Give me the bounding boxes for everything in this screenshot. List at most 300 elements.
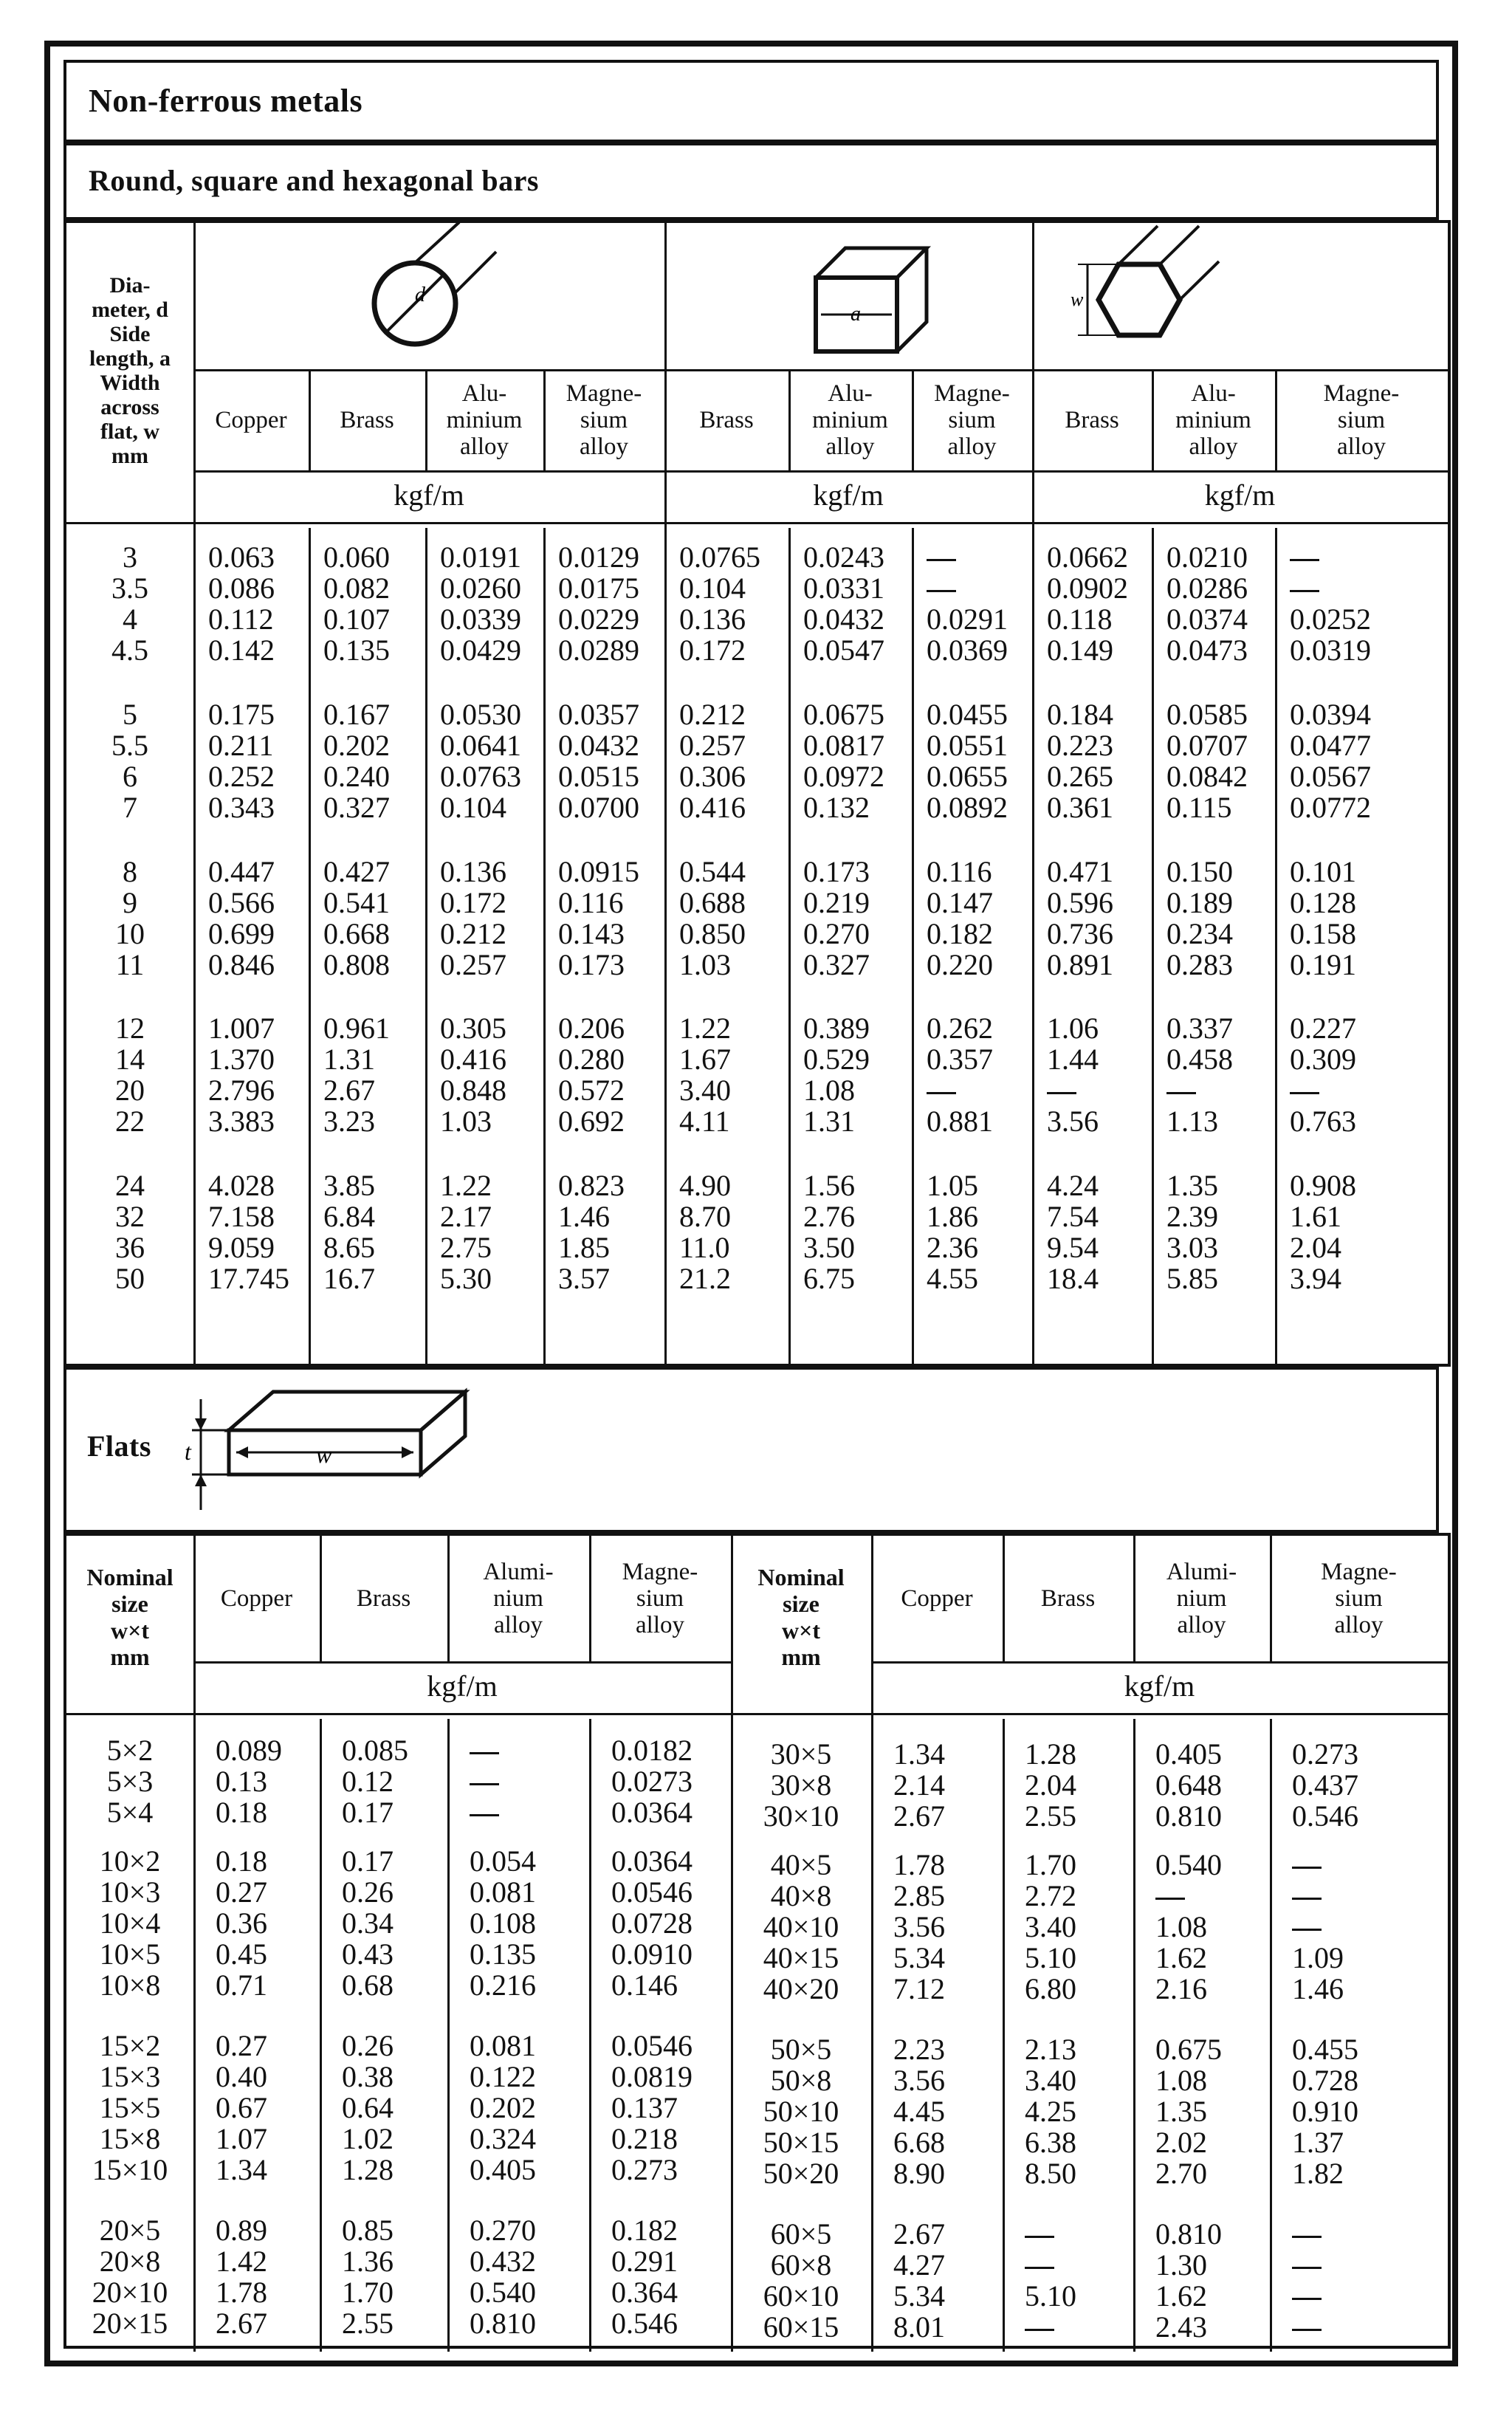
weight-cell: 0.961 <box>323 1012 390 1045</box>
weight-cell: 0.227 <box>1290 1012 1356 1045</box>
size-value: 40×10 <box>763 1910 839 1943</box>
data-column-divider <box>1003 1719 1005 2352</box>
weight-cell: 0.688 <box>679 886 746 919</box>
weight-cell: 1.62 <box>1155 2279 1207 2313</box>
weight-cell: 2.76 <box>803 1200 855 1233</box>
weight-cell: 0.172 <box>679 634 746 667</box>
header-row-divider <box>193 470 1448 473</box>
size-value: 50×10 <box>763 2095 839 2128</box>
weight-cell: 1.22 <box>679 1012 731 1045</box>
size-value: 40×20 <box>763 1972 839 2005</box>
weight-cell: 0.115 <box>1166 791 1232 824</box>
size-value: 50×20 <box>763 2157 839 2190</box>
size-value: 24 <box>115 1169 145 1202</box>
weight-cell: 0.699 <box>208 917 275 950</box>
column-header: Alu- minium alloy <box>446 380 523 460</box>
weight-cell <box>1025 2219 1054 2250</box>
weight-cell: 0.0260 <box>440 571 521 605</box>
weight-cell: 0.0707 <box>1166 729 1248 762</box>
weight-cell: 8.90 <box>893 2157 945 2190</box>
weight-cell: 2.55 <box>1025 1799 1076 1833</box>
size-value: 9 <box>123 886 137 919</box>
weight-cell: 0.26 <box>342 1875 394 1909</box>
weight-cell <box>1290 542 1319 573</box>
weight-cell: 0.086 <box>208 571 275 605</box>
weight-cell: 0.0547 <box>803 634 884 667</box>
weight-cell: 3.40 <box>1025 2064 1076 2097</box>
weight-cell: 0.891 <box>1047 948 1113 981</box>
size-value: 12 <box>115 1012 145 1045</box>
weight-cell: 0.216 <box>470 1968 536 2002</box>
weight-cell: 1.34 <box>893 1737 945 1771</box>
weight-cell: 2.02 <box>1155 2126 1207 2159</box>
weight-cell: 2.43 <box>1155 2310 1207 2344</box>
weight-cell: 6.75 <box>803 1262 855 1295</box>
weight-cell: 5.85 <box>1166 1262 1218 1295</box>
size-column-header: Nominal size w×t mm <box>757 1564 845 1670</box>
weight-cell: 0.0765 <box>679 540 760 574</box>
weight-cell: 0.0819 <box>611 2060 693 2093</box>
weight-cell: 9.059 <box>208 1231 275 1264</box>
weight-cell <box>470 1766 499 1797</box>
weight-cell: 0.327 <box>323 791 390 824</box>
weight-cell: 2.13 <box>1025 2033 1076 2066</box>
size-value: 36 <box>115 1231 145 1264</box>
weight-cell: 0.13 <box>216 1765 267 1798</box>
weight-cell: 0.26 <box>342 2029 394 2062</box>
dash-mark <box>1292 2298 1322 2300</box>
weight-cell: 0.0339 <box>440 602 521 636</box>
weight-cell: 0.0286 <box>1166 571 1248 605</box>
weight-cell: 1.46 <box>558 1200 610 1233</box>
weight-cell: 0.173 <box>803 855 870 888</box>
weight-cell: 0.0700 <box>558 791 639 824</box>
weight-cell: 0.0473 <box>1166 634 1248 667</box>
weight-cell: 4.24 <box>1047 1169 1099 1202</box>
weight-cell: 0.364 <box>611 2276 678 2309</box>
column-header: Copper <box>901 1585 973 1612</box>
weight-cell: 1.31 <box>323 1043 375 1076</box>
weight-cell: 0.736 <box>1047 917 1113 950</box>
bars-section-header <box>63 143 1439 220</box>
weight-cell: 0.40 <box>216 2060 267 2093</box>
data-column-divider <box>425 528 427 1370</box>
weight-cell: 0.0331 <box>803 571 884 605</box>
weight-cell: 4.25 <box>1025 2095 1076 2128</box>
weight-cell: 0.572 <box>558 1074 625 1107</box>
weight-cell: 21.2 <box>679 1262 731 1295</box>
weight-cell: 1.85 <box>558 1231 610 1264</box>
weight-cell: 2.04 <box>1025 1768 1076 1802</box>
weight-cell: 0.337 <box>1166 1012 1233 1045</box>
weight-cell: 2.67 <box>216 2307 267 2340</box>
size-value: 8 <box>123 855 137 888</box>
weight-cell: 0.063 <box>208 540 275 574</box>
weight-cell: 5.30 <box>440 1262 492 1295</box>
weight-cell: 0.104 <box>679 571 746 605</box>
data-column-divider <box>320 1719 322 2352</box>
size-value: 5.5 <box>111 729 148 762</box>
weight-cell: 0.211 <box>208 729 274 762</box>
weight-cell: 0.054 <box>470 1844 536 1878</box>
hexagonal-bar-icon <box>1032 226 1448 366</box>
weight-cell: 0.0546 <box>611 1875 693 1909</box>
weight-cell: 1.61 <box>1290 1200 1341 1233</box>
weight-cell: 0.0530 <box>440 698 521 731</box>
weight-cell <box>1290 1075 1319 1106</box>
size-value: 10×3 <box>99 1875 161 1909</box>
weight-cell: 0.175 <box>208 698 275 731</box>
weight-cell: 0.136 <box>440 855 506 888</box>
weight-cell: 0.135 <box>470 1937 536 1971</box>
weight-cell: 0.0252 <box>1290 602 1371 636</box>
weight-cell: 0.0191 <box>440 540 521 574</box>
weight-cell: 0.143 <box>558 917 625 950</box>
weight-cell: 0.0641 <box>440 729 521 762</box>
weight-cell: 0.172 <box>440 886 506 919</box>
weight-cell: 0.71 <box>216 1968 267 2002</box>
weight-cell: 0.0289 <box>558 634 639 667</box>
weight-cell: 3.56 <box>893 2064 945 2097</box>
weight-cell: 1.44 <box>1047 1043 1099 1076</box>
weight-cell: 2.16 <box>1155 1972 1207 2005</box>
size-value: 4 <box>123 602 137 636</box>
weight-cell: 0.34 <box>342 1906 394 1940</box>
weight-cell <box>1292 2312 1322 2343</box>
unit-label: kgf/m <box>1204 478 1276 512</box>
square-bar-icon <box>664 226 1032 366</box>
weight-cell: 0.343 <box>208 791 275 824</box>
weight-cell: 0.262 <box>927 1012 993 1045</box>
dash-mark <box>1155 1898 1185 1900</box>
weight-cell: 1.28 <box>342 2153 394 2186</box>
header-bottom-line <box>66 1713 1448 1715</box>
weight-cell <box>1292 1881 1322 1912</box>
weight-cell: 0.0551 <box>927 729 1008 762</box>
weight-cell: 2.14 <box>893 1768 945 1802</box>
weight-cell: 0.0369 <box>927 634 1008 667</box>
weight-cell: 0.850 <box>679 917 746 950</box>
weight-cell: 0.0515 <box>558 760 639 793</box>
weight-cell: 2.67 <box>893 1799 945 1833</box>
column-header: Magne- sium alloy <box>566 380 642 460</box>
size-value: 14 <box>115 1043 145 1076</box>
weight-cell: 2.23 <box>893 2033 945 2066</box>
dash-mark <box>927 559 956 561</box>
size-value: 32 <box>115 1200 145 1233</box>
flat-thickness-label: t <box>185 1438 191 1465</box>
weight-cell: 1.07 <box>216 2122 267 2155</box>
weight-cell: 0.0655 <box>927 760 1008 793</box>
weight-cell: 3.57 <box>558 1262 610 1295</box>
weight-cell: 1.70 <box>342 2276 394 2309</box>
size-value: 40×8 <box>770 1879 832 1912</box>
dash-mark <box>1292 1867 1322 1869</box>
data-column-divider <box>447 1719 450 2352</box>
weight-cell: 0.43 <box>342 1937 394 1971</box>
weight-cell: 9.54 <box>1047 1231 1099 1264</box>
weight-cell: 0.182 <box>611 2214 678 2247</box>
size-value: 50×8 <box>770 2064 832 2097</box>
weight-cell <box>470 1735 499 1766</box>
weight-cell: 3.94 <box>1290 1262 1341 1295</box>
document-page <box>44 41 1458 2366</box>
size-column-header: Dia- meter, d Side length, a Width across flat, w mm <box>89 273 171 468</box>
weight-cell: 0.38 <box>342 2060 394 2093</box>
weight-cell: 11.0 <box>679 1231 730 1264</box>
weight-cell: 1.13 <box>1166 1105 1218 1138</box>
weight-cell: 0.212 <box>679 698 746 731</box>
weight-cell: 0.184 <box>1047 698 1113 731</box>
weight-cell: 0.0182 <box>611 1734 693 1767</box>
unit-label: kgf/m <box>1124 1669 1195 1703</box>
weight-cell: 0.0129 <box>558 540 639 574</box>
weight-cell: 0.416 <box>679 791 746 824</box>
weight-cell: 0.324 <box>470 2122 536 2155</box>
size-value: 15×10 <box>92 2153 168 2186</box>
weight-cell: 1.62 <box>1155 1941 1207 1974</box>
weight-cell: 0.104 <box>440 791 506 824</box>
size-value: 60×5 <box>770 2217 832 2251</box>
weight-cell: 0.252 <box>208 760 275 793</box>
size-value: 20×8 <box>99 2245 161 2278</box>
size-value: 50×5 <box>770 2033 832 2066</box>
size-value: 60×8 <box>770 2248 832 2282</box>
weight-cell: 1.31 <box>803 1105 855 1138</box>
weight-cell: 8.01 <box>893 2310 945 2344</box>
weight-cell <box>1290 573 1319 604</box>
column-header: Alu- minium alloy <box>812 380 888 460</box>
weight-cell: 0.458 <box>1166 1043 1233 1076</box>
weight-cell: 1.78 <box>893 1848 945 1881</box>
bars-section-title: Round, square and hexagonal bars <box>89 164 539 197</box>
weight-cell: 0.327 <box>803 948 870 981</box>
weight-cell: 0.142 <box>208 634 275 667</box>
weight-cell: 0.389 <box>803 1012 870 1045</box>
weight-cell: 0.0229 <box>558 602 639 636</box>
data-column-divider <box>912 528 914 1370</box>
weight-cell: 0.68 <box>342 1968 394 2002</box>
size-value: 15×8 <box>99 2122 161 2155</box>
weight-cell: 0.122 <box>470 2060 536 2093</box>
weight-cell: 1.22 <box>440 1169 492 1202</box>
weight-cell: 0.0432 <box>558 729 639 762</box>
weight-cell: 0.361 <box>1047 791 1113 824</box>
weight-cell: 0.107 <box>323 602 390 636</box>
weight-cell: 7.12 <box>893 1972 945 2005</box>
weight-cell: 4.45 <box>893 2095 945 2128</box>
size-value: 15×5 <box>99 2091 161 2124</box>
weight-cell <box>470 1797 499 1828</box>
title-band <box>63 60 1439 143</box>
weight-cell: 0.910 <box>1292 2095 1358 2128</box>
weight-cell: 1.09 <box>1292 1941 1344 1974</box>
weight-cell: 2.17 <box>440 1200 492 1233</box>
weight-cell: 6.68 <box>893 2126 945 2159</box>
weight-cell: 0.270 <box>803 917 870 950</box>
weight-cell: 0.082 <box>323 571 390 605</box>
weight-cell: 0.881 <box>927 1105 993 1138</box>
unit-label: kgf/m <box>813 478 884 512</box>
weight-cell: 0.17 <box>342 1796 394 1829</box>
weight-cell: 0.291 <box>611 2245 678 2278</box>
weight-cell: 0.085 <box>342 1734 408 1767</box>
weight-cell: 0.0477 <box>1290 729 1371 762</box>
weight-cell: 4.90 <box>679 1169 731 1202</box>
weight-cell: 0.544 <box>679 855 746 888</box>
weight-cell: 2.75 <box>440 1231 492 1264</box>
weight-cell: 0.116 <box>558 886 624 919</box>
weight-cell <box>1292 2250 1322 2281</box>
weight-cell: 0.0915 <box>558 855 639 888</box>
weight-cell: 0.27 <box>216 1875 267 1909</box>
weight-cell: 0.455 <box>1292 2033 1358 2066</box>
weight-cell: 0.0892 <box>927 791 1008 824</box>
size-value: 10×4 <box>99 1906 161 1940</box>
data-column-divider <box>309 528 311 1370</box>
data-column-divider <box>1133 1719 1135 2352</box>
dash-mark <box>1025 2267 1054 2269</box>
weight-cell: 2.67 <box>893 2217 945 2251</box>
size-value: 10×2 <box>99 1844 161 1878</box>
weight-cell: 7.54 <box>1047 1200 1099 1233</box>
weight-cell: 0.0546 <box>611 2029 693 2062</box>
weight-cell: 0.89 <box>216 2214 267 2247</box>
weight-cell: 0.648 <box>1155 1768 1222 1802</box>
round-bar-icon <box>193 226 664 366</box>
weight-cell: 0.273 <box>611 2153 678 2186</box>
weight-cell: 5.34 <box>893 2279 945 2313</box>
weight-cell: 0.257 <box>679 729 746 762</box>
weight-cell: 0.0662 <box>1047 540 1128 574</box>
weight-cell: 0.128 <box>1290 886 1356 919</box>
weight-cell: 0.0567 <box>1290 760 1371 793</box>
weight-cell: 6.80 <box>1025 1972 1076 2005</box>
weight-cell: 1.08 <box>803 1074 855 1107</box>
weight-cell: 0.85 <box>342 2214 394 2247</box>
weight-cell: 0.0364 <box>611 1796 693 1829</box>
weight-cell: 2.55 <box>342 2307 394 2340</box>
unit-label: kgf/m <box>427 1669 498 1703</box>
weight-cell: 5.10 <box>1025 1941 1076 1974</box>
weight-cell: 0.202 <box>323 729 390 762</box>
weight-cell: 0.191 <box>1290 948 1356 981</box>
weight-cell: 8.50 <box>1025 2157 1076 2190</box>
weight-cell: 0.135 <box>323 634 390 667</box>
weight-cell: 3.03 <box>1166 1231 1218 1264</box>
size-value: 20×15 <box>92 2307 168 2340</box>
size-value: 10 <box>115 917 145 950</box>
weight-cell: 0.270 <box>470 2214 536 2247</box>
size-column-header: Nominal size w×t mm <box>86 1564 173 1670</box>
weight-cell: 0.546 <box>1292 1799 1358 1833</box>
weight-cell: 0.0243 <box>803 540 884 574</box>
size-value: 5×4 <box>106 1796 154 1829</box>
flats-section-header <box>63 1367 1439 1533</box>
weight-cell: 0.0728 <box>611 1906 693 1940</box>
weight-cell: 0.541 <box>323 886 390 919</box>
size-value: 20×10 <box>92 2276 168 2309</box>
weight-cell: 0.150 <box>1166 855 1233 888</box>
weight-cell: 4.11 <box>679 1105 730 1138</box>
weight-cell: 0.427 <box>323 855 390 888</box>
dash-mark <box>1290 559 1319 561</box>
size-value: 5×2 <box>106 1734 154 1767</box>
weight-cell: 0.060 <box>323 540 390 574</box>
size-value: 50 <box>115 1262 145 1295</box>
weight-cell: 0.17 <box>342 1844 394 1878</box>
dash-mark <box>470 1783 499 1785</box>
dash-mark <box>1166 1092 1196 1094</box>
weight-cell: 0.416 <box>440 1043 506 1076</box>
weight-cell: 1.37 <box>1292 2126 1344 2159</box>
weight-cell: 5.10 <box>1025 2279 1076 2313</box>
weight-cell: 0.273 <box>1292 1737 1358 1771</box>
size-value: 7 <box>123 791 137 824</box>
size-value: 5 <box>123 698 137 731</box>
weight-cell: 0.0432 <box>803 602 884 636</box>
size-value: 10×5 <box>99 1937 161 1971</box>
weight-cell: 0.810 <box>1155 2217 1222 2251</box>
weight-cell: 5.34 <box>893 1941 945 1974</box>
weight-cell: 0.0763 <box>440 760 521 793</box>
weight-cell: 7.158 <box>208 1200 275 1233</box>
weight-cell: 0.45 <box>216 1937 267 1971</box>
column-header: Copper <box>220 1585 293 1612</box>
size-value: 30×5 <box>770 1737 832 1771</box>
weight-cell: 0.810 <box>1155 1799 1222 1833</box>
weight-cell: 0.36 <box>216 1906 267 1940</box>
weight-cell: 0.146 <box>611 1968 678 2002</box>
weight-cell: 0.220 <box>927 948 993 981</box>
weight-cell: 0.808 <box>323 948 390 981</box>
dash-mark <box>1025 2329 1054 2331</box>
weight-cell: 0.18 <box>216 1796 267 1829</box>
column-header: Brass <box>1065 406 1119 433</box>
weight-cell: 0.149 <box>1047 634 1113 667</box>
weight-cell: 1.370 <box>208 1043 275 1076</box>
weight-cell: 0.136 <box>679 602 746 636</box>
weight-cell: 3.383 <box>208 1105 275 1138</box>
weight-cell: 1.08 <box>1155 2064 1207 2097</box>
size-value: 50×15 <box>763 2126 839 2159</box>
weight-cell: 3.56 <box>1047 1105 1099 1138</box>
weight-cell: 0.0817 <box>803 729 884 762</box>
column-header: Brass <box>699 406 754 433</box>
weight-cell: 1.67 <box>679 1043 731 1076</box>
weight-cell: 2.39 <box>1166 1200 1218 1233</box>
weight-cell: 0.223 <box>1047 729 1113 762</box>
weight-cell: 0.0319 <box>1290 634 1371 667</box>
weight-cell: 0.182 <box>927 917 993 950</box>
weight-cell <box>927 542 956 573</box>
dash-mark <box>1047 1092 1076 1094</box>
weight-cell: 0.089 <box>216 1734 282 1767</box>
weight-cell: 0.202 <box>470 2091 536 2124</box>
weight-cell: 1.02 <box>342 2122 394 2155</box>
weight-cell: 0.167 <box>323 698 390 731</box>
weight-cell: 0.118 <box>1047 602 1113 636</box>
dash-mark <box>1290 590 1319 592</box>
flat-width-label: w <box>316 1441 332 1468</box>
size-value: 4.5 <box>111 634 148 667</box>
weight-cell: 4.55 <box>927 1262 978 1295</box>
data-column-divider <box>1275 528 1277 1370</box>
weight-cell: 0.763 <box>1290 1105 1356 1138</box>
weight-cell: 0.908 <box>1290 1169 1356 1202</box>
weight-cell: 0.219 <box>803 886 870 919</box>
weight-cell: 0.0357 <box>558 698 639 731</box>
